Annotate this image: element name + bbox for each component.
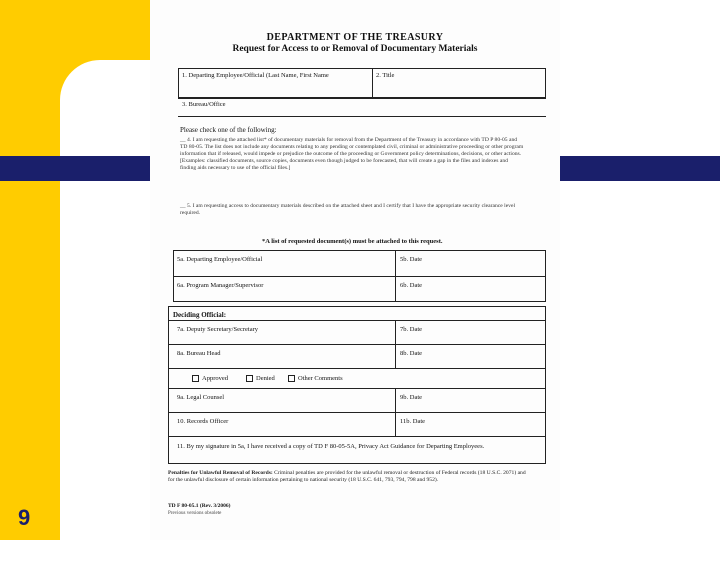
field-9b: 9b. Date — [400, 394, 423, 401]
form-number: TD F 80-05.1 (Rev. 3/2006) — [168, 503, 231, 509]
divider — [168, 368, 546, 369]
previous-versions-note: Previous versions obsolete — [168, 511, 222, 516]
field-5a: 5a. Departing Employee/Official — [177, 256, 263, 263]
attachment-note: *A list of requested document(s) must be attached to this request. — [262, 238, 443, 245]
denied-label: Denied — [256, 375, 275, 382]
penalties-text: Criminal penalties are provided for the unlawful removal or destruction of Federal records (18 U.S.C. 2071) and for the unlawful disclosure of certain information pertaining to national security (18 U.S.C. 641, 793, 794, 798 and 952). — [168, 470, 526, 483]
field-8a: 8a. Bureau Head — [177, 350, 221, 357]
divider — [173, 276, 546, 277]
divider — [168, 344, 546, 345]
other-comments-label: Other Comments — [298, 375, 343, 382]
field-7a: 7a. Deputy Secretary/Secretary — [177, 326, 259, 333]
denied-checkbox[interactable] — [246, 375, 253, 382]
field-11-acknowledgement: 11. By my signature in 5a, I have received a copy of TD F 80-05-5A, Privacy Act Guidance for Departing Employees. — [177, 443, 485, 450]
divider — [372, 68, 373, 98]
field-10: 10. Records Officer — [177, 418, 229, 425]
field-5b: 5b. Date — [400, 256, 423, 263]
form-title: Request for Access to or Removal of Documentary Materials — [232, 44, 478, 54]
treasury-form-scan — [150, 0, 560, 540]
field-9a: 9a. Legal Counsel — [177, 394, 225, 401]
penalties-notice — [168, 470, 528, 484]
other-comments-checkbox[interactable] — [288, 375, 295, 382]
divider — [178, 98, 546, 99]
field-6b: 6b. Date — [400, 282, 423, 289]
option-5-text: __ 5. I am requesting access to documentary materials described on the attached sheet and I certify that I have the appropriate security clearance level required. — [180, 203, 516, 216]
slide-page-number: 9 — [18, 505, 31, 530]
field-7b: 7b. Date — [400, 326, 423, 333]
approved-label: Approved — [202, 375, 228, 382]
divider — [168, 320, 546, 321]
denied-option — [246, 375, 275, 382]
field-6a: 6a. Program Manager/Supervisor — [177, 282, 264, 289]
field-11b: 11b. Date — [400, 418, 426, 425]
field-departing-employee: 1. Departing Employee/Official (Last Name, First Name — [182, 72, 329, 79]
field-title: 2. Title — [376, 72, 395, 79]
approved-option — [192, 375, 228, 382]
option-4-text: __ 4. I am requesting the attached list* of documentary materials for removal from the Department of the Treasury in accordance with TD P 80-05 and TD 80-05. The list does not include any documents relating to any pending or contemplated civil, criminal or administrative proceeding or other program information that if released, would impede or prejudice the outcome of the proceeding or Government policy determinations, decisions, or other actions. [Examples: classified documents, source copies, documents even though judged to be forecasted, that will create a gap in the files and indexes and finding aids necessary to use of the official files.] — [180, 137, 524, 171]
approved-checkbox[interactable] — [192, 375, 199, 382]
divider — [168, 436, 546, 437]
field-bureau-office: 3. Bureau/Office — [182, 101, 226, 108]
divider — [178, 116, 546, 117]
deciding-official-heading: Deciding Official: — [173, 311, 227, 319]
divider — [168, 412, 546, 413]
check-one-prompt: Please check one of the following: — [180, 126, 277, 134]
field-8b: 8b. Date — [400, 350, 423, 357]
other-comments-option — [288, 375, 343, 382]
form-department-heading: DEPARTMENT OF THE TREASURY — [266, 32, 444, 43]
penalties-title: Penalties for Unlawful Removal of Records: — [168, 470, 273, 476]
divider — [168, 388, 546, 389]
